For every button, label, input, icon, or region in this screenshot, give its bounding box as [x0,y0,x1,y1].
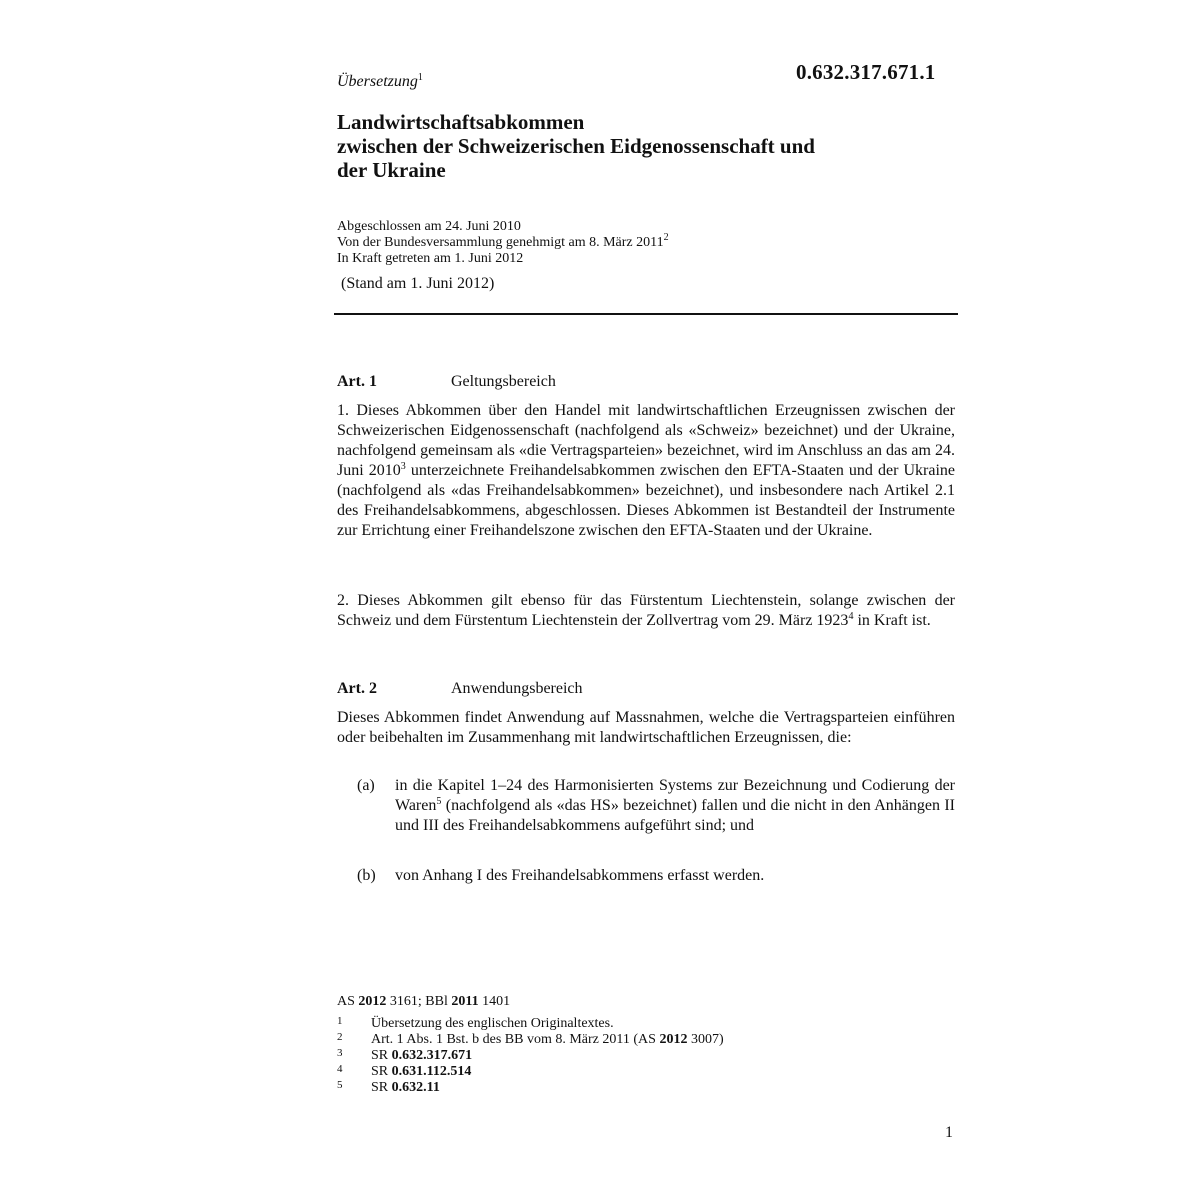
article-2-intro: Dieses Abkommen findet Anwendung auf Massnahmen, welche die Vertragsparteien einführen oder beibehalten im Zusammenhang mit landwirtschaftlichen Erzeugnissen, die: [337,709,955,746]
article-number: Art. 1 [337,373,377,390]
article-2-heading [337,680,583,698]
document-meta [337,219,669,267]
page-number: 1 [945,1124,953,1141]
footnote-text: SR 0.631.112.514 [371,1064,472,1079]
sr-number: 0.632.317.671.1 [796,60,936,84]
article-number: Art. 2 [337,680,377,697]
approval-date: Von der Bundesversammlung genehmigt am 8. März 2011$^2$ [337,232,669,250]
footnote-number: 5 [337,1079,343,1091]
footnote-ref[interactable]: 2 [663,232,669,243]
translation-note [337,73,423,91]
divider [334,313,958,315]
footnote-number: 1 [337,1015,343,1027]
article-title: Geltungsbereich [451,373,556,390]
document-title [337,110,957,182]
footnote-text: SR 0.632.11 [371,1080,440,1095]
article-1-paragraph-2: 2. Dieses Abkommen gilt ebenso für das Fürstentum Liechtenstein, solange zwischen der Schweiz und dem Fürstentum Liechtenstein der Zollvertrag vom 29. März 1923$^4$ in Kraft ist. [337,592,955,629]
article-title: Anwendungsbereich [451,680,583,697]
article-1-paragraph-1: 1. Dieses Abkommen über den Handel mit landwirtschaftlichen Erzeugnissen zwischen der Schweizerischen Eidgenossenschaft (nachfolgend als «Schweiz» bezeichnet) und der Ukraine, nachfolgend gemeinsam als «die Vertragsparteien» bezeichnet, wird im Anschluss an das am 24. Juni 2010$^3$ unterzeichnete Freihandelsabkommen zwischen den EFTA-Staaten und der Ukraine (nachfolgend als «das Freihandelsabkommen» bezeichnet), und insbesondere nach Artikel 2.1 des Freihandelsabkommens, abgeschlossen. Dieses Abkommen ist Bestandteil der Instrumente zur Errichtung einer Freihandelszone zwischen den EFTA-Staaten und der Ukraine. [337,402,956,539]
footnote-ref[interactable]: 3 [400,461,406,472]
list-marker: (a) [357,777,375,794]
concluded-date: Abgeschlossen am 24. Juni 2010 [337,219,521,234]
footnote-ref[interactable]: 1 [417,72,423,83]
footnote-number: 2 [337,1031,343,1043]
title-line: Landwirtschaftsabkommen [337,110,585,134]
in-force-date: In Kraft getreten am 1. Juni 2012 [337,251,524,266]
list-item: (b) von Anhang I des Freihandelsabkommens erfasst werden. [357,867,765,884]
footnote-ref[interactable]: 4 [848,611,854,622]
footnote-number: 4 [337,1063,343,1075]
source-reference: AS 2012 3161; BBl 2011 1401 [337,994,511,1009]
title-line: der Ukraine [337,158,446,182]
footnote-number: 3 [337,1047,343,1059]
title-line: zwischen der Schweizerischen Eidgenossenschaft und [337,134,815,158]
footnote-text: Art. 1 Abs. 1 Bst. b des BB vom 8. März 2011 (AS 2012 3007) [371,1032,724,1047]
translation-label: Übersetzung [337,73,418,90]
footnote-text: SR 0.632.317.671 [371,1048,473,1063]
list-item: (a) in die Kapitel 1–24 des Harmonisierten Systems zur Bezeichnung und Codierung der Waren$^5$ (nachfolgend als «das HS» bezeichnet) fallen und die nicht in den Anhängen II und III des Freihandelsabkommens aufgeführt sind; und [357,777,955,834]
footnote-ref[interactable]: 5 [436,796,442,807]
footnote-text: Übersetzung des englischen Originaltextes. [371,1016,614,1031]
article-1-heading [337,373,556,391]
status-date: (Stand am 1. Juni 2012) [341,275,495,292]
list-marker: (b) [357,867,376,884]
